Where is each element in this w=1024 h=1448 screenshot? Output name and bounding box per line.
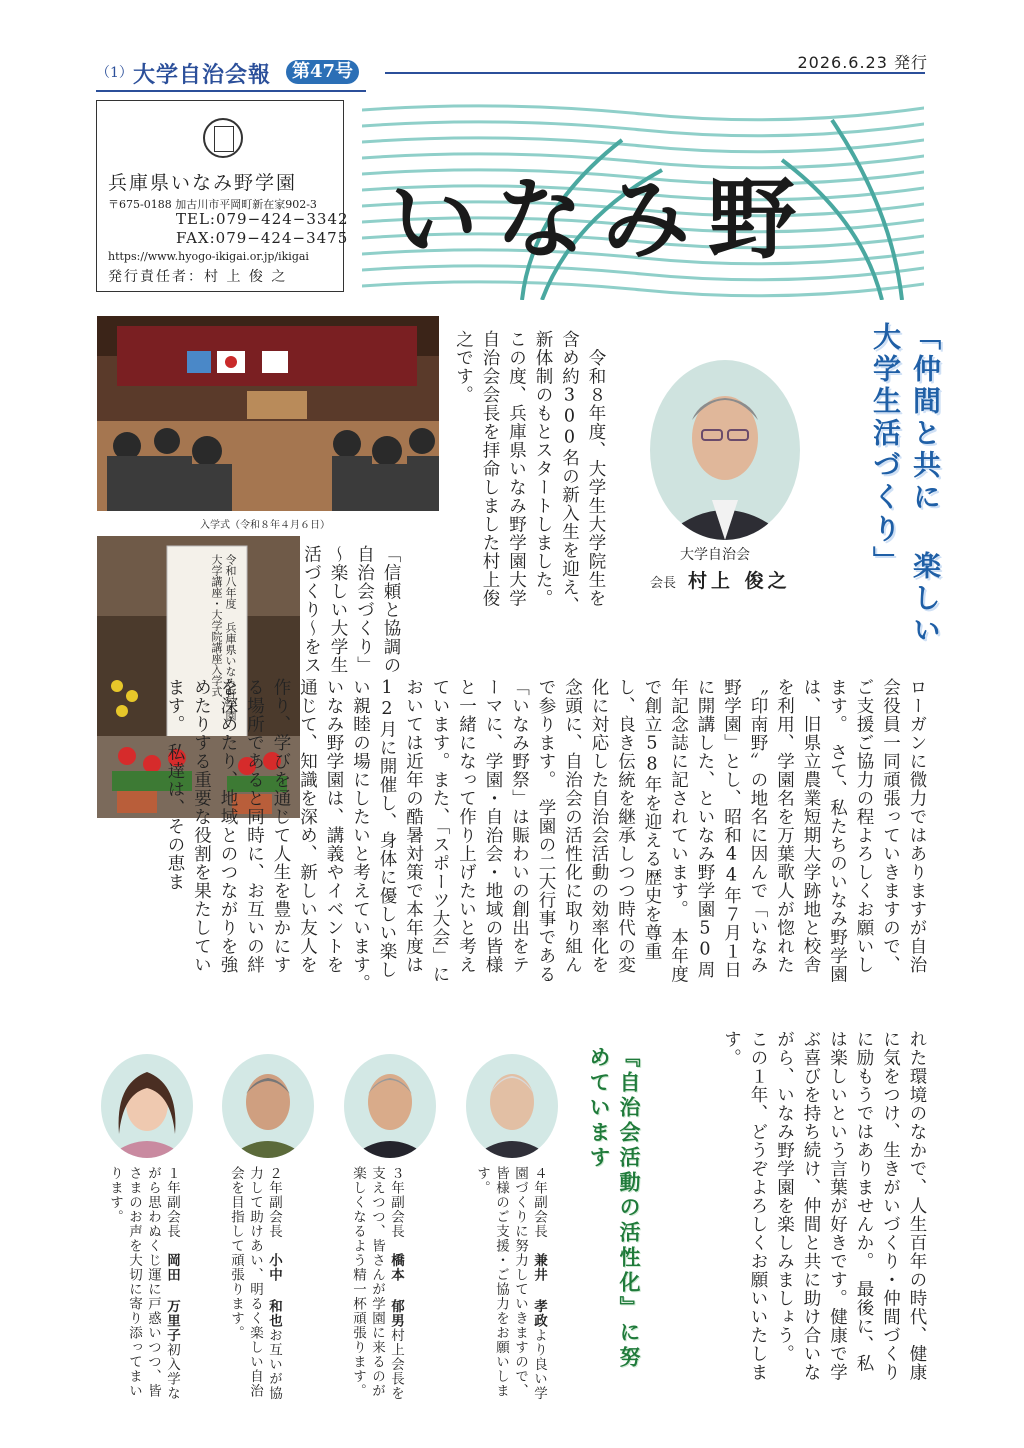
vp-name: 岡田 万里子: [164, 1253, 180, 1343]
vp-name: 橋本 郁男: [388, 1253, 404, 1328]
president-organization: 大学自治会: [680, 547, 750, 563]
vp-photo-4th-year: [466, 1054, 558, 1158]
issue-badge: 第47号: [286, 60, 359, 84]
president-photo: [650, 360, 800, 540]
vp-role: １年副会長: [164, 1166, 180, 1239]
school-seal-inner: [214, 126, 234, 152]
vp-role: ４年副会長: [531, 1166, 547, 1239]
ceremony-sign-text: 令和八年度 兵庫県いなみ野学園 大学講座・大学院講座入学式: [210, 554, 237, 721]
vp-photo-1st-year: [101, 1054, 193, 1158]
page-number: （1）: [96, 65, 133, 81]
intro-paragraph: 令和８年度、大学生大学院生を含め約300名の新入生を迎え、新体制のもとスタートしました。 この度、兵庫県いなみ野学園大学自治会会長を拝命しました村上俊之です。: [453, 330, 606, 618]
vp-role: ３年副会長: [388, 1166, 404, 1239]
main-article-body: ローガンに微力ではありますが自治会役員一同頑張っていきますので、ご支援ご協力の程よろしくお願いします。 さて、私たちのいなみ野学園は、旧県立農業短期大学跡地と校舎を利用、学園名を万葉歌人が惚れた〝印南野〟の地名に因んで「いなみ野学園」とし、昭和44年７月１日に開講した、といなみ野学園50周年記念誌に記されています。 本年度で創立58年を迎える歴史を尊重し、良き伝統を継承しつつ時代の変化に対応した自治会活動の効率化を念頭に、自治会の活性化に取り組んで参ります。 学園の二大行事である「いなみ野祭」は賑わいの創出をテーマに、学園・自治会・地域の皆様と一緒になって作り上げたいと考えています。また、「スポーツ大会」においては近年の酷暑対策で本年度は12月に開催し、身体に優しい楽しい親睦の場にしたいと考えています。 いなみ野学園は、講義やイベントを通じて、知識を深め、新しい友人を作り、学びを通じて人生を豊かにする場所であると同時に、お互いの絆を深めたり、地域とのつながりを強めたりする重要な役割を果たしています。 私達は、その恵ま: [165, 678, 927, 1003]
telephone: TEL:079−424−3342: [176, 210, 349, 228]
header-underline: [96, 90, 366, 92]
main-article-continuation: れた環境のなかで、人生百年の時代、健康に気をつけ、生きがいづくり・仲間づくりに励もうではありませんか。 最後に、私は楽しいという言葉が好きです。健康で学ぶ喜びを持ち続け、仲間と共に助け合いながら、いなみ野学園を楽しみましょう。 この１年、どうぞよろしくお願いいたします。: [721, 1030, 927, 1382]
vp-message-2nd-year: [226, 1166, 283, 1406]
vp-text: より良い学園づくりに努力していきますので、皆様のご支援・ご協力をお願いします。: [474, 1166, 547, 1401]
entrance-ceremony-photo: [97, 316, 439, 511]
fax: FAX:079−424−3475: [176, 229, 349, 247]
vp-photo-3rd-year: [344, 1054, 436, 1158]
vp-photo-2nd-year: [222, 1054, 314, 1158]
president-name: 村上 俊之: [688, 570, 791, 592]
issue-date: 2026.6.23 発行: [797, 53, 928, 72]
vp-text: お互いが協力して助けあい、明るく楽しい自治会を目指して頑張ります。: [228, 1166, 282, 1401]
vp-text: 村上会長を支えつつ、皆さんが学園に来るのが楽しくなるよう精一杯頑張ります。: [350, 1166, 404, 1401]
vp-message-4th-year: [472, 1166, 548, 1406]
slogan-paragraph: 「信頼と協調の自治会づくり」～楽しい大学生活づくり～をス: [301, 545, 401, 675]
address: 〒675-0188 加古川市平岡町新在家902-3: [108, 198, 317, 211]
lead-headline: 「仲間と共に 楽しい大学生活づくり」: [869, 322, 942, 647]
banner-title: いなみ野: [390, 167, 815, 271]
website-url[interactable]: https://www.hyogo-ikigai.or.jp/ikigai: [108, 250, 309, 263]
vp-name: 兼井 孝政: [531, 1253, 547, 1328]
president-title: 会長: [650, 576, 677, 591]
organization-name: 兵庫県いなみ野学園: [108, 172, 298, 194]
vp-message-1st-year: [105, 1166, 181, 1406]
vp-message-3rd-year: [348, 1166, 405, 1406]
photo-caption: 入学式（令和８年４月６日）: [200, 520, 330, 531]
president-credit: [650, 566, 791, 593]
vp-role: ２年副会長: [266, 1166, 282, 1239]
vp-name: 小中 和也: [266, 1253, 282, 1328]
publisher: 発行責任者：村 上 俊 之: [108, 269, 288, 285]
vp-text: 初入学ながら思わぬくじ運に戸惑いつつ、皆さまのお声を大切に寄り添ってまいります。: [107, 1166, 180, 1401]
section-headline: 『自治会活動の活性化』に努めています: [587, 1046, 641, 1371]
newsletter-name: 大学自治会報: [133, 62, 272, 88]
